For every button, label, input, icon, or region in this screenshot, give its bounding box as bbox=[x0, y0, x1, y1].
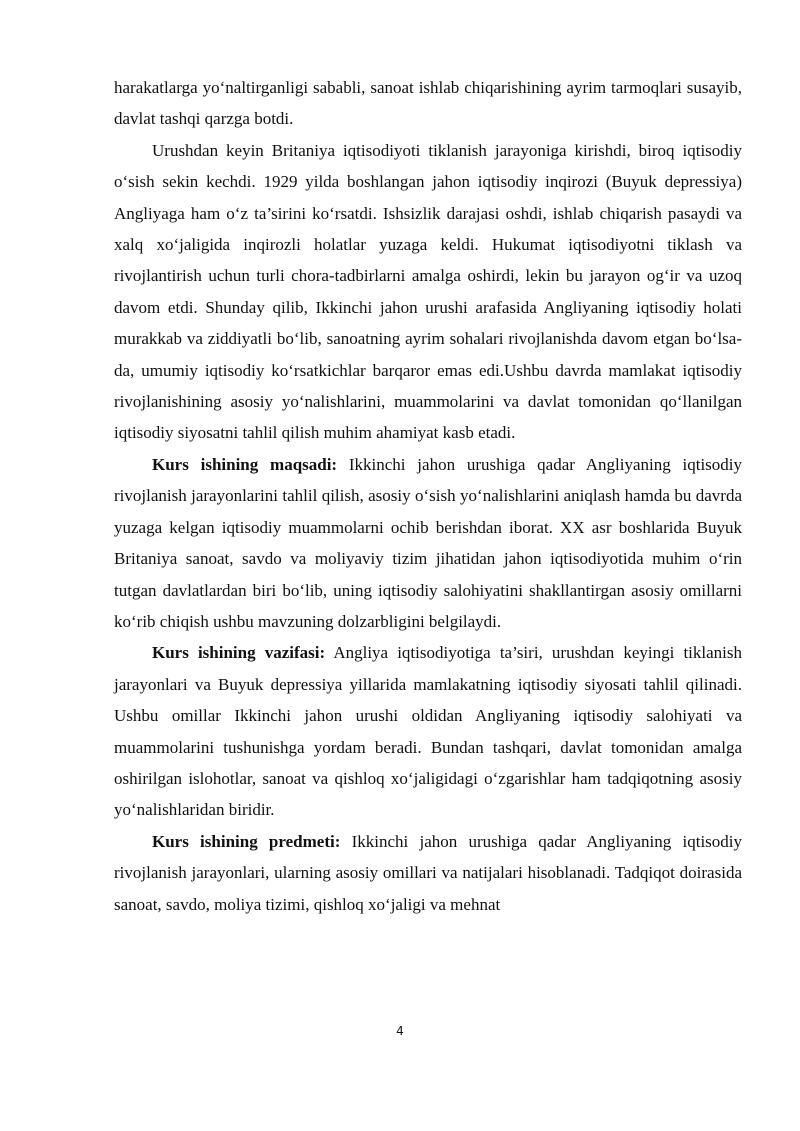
paragraph-course-subject bbox=[114, 826, 742, 920]
paragraph-lead: Kurs ishining vazifasi: bbox=[152, 643, 326, 663]
paragraph-continuation bbox=[114, 72, 742, 135]
paragraph-text: harakatlarga yo‘naltirganligi sababli, sanoat ishlab chiqarishining ayrim tarmoqlari susayib, davlat tashqi qarzga botdi. bbox=[114, 78, 742, 129]
paragraph-lead: Kurs ishining maqsadi: bbox=[152, 454, 338, 474]
paragraph-text: Angliya iqtisodiyotiga ta’siri, urushdan keyingi tiklanish jarayonlari va Buyuk depressiya yillarida mamlakatning iqtisodiy siyosati tahlil qilinadi. Ushbu omillar Ikkinchi jahon urushi oldidan Angliyaning iqtisodiy salohiyati va muammolarini tushunishga yordam beradi. Bundan tashqari, davlat tomonidan amalga oshirilgan islohotlar, sanoat va qishloq xo‘jaligidagi o‘zgarishlar ham tadqiqotning asosiy yo‘nalishlaridan biridir. bbox=[114, 643, 742, 820]
paragraph-text: Urushdan keyin Britaniya iqtisodiyoti tiklanish jarayoniga kirishdi, biroq iqtisodiy o‘sish sekin kechdi. 1929 yilda boshlangan jahon iqtisodiy inqirozi (Buyuk depressiya) Angliyaga ham o‘z ta’sirini ko‘rsatdi. Ishsizlik darajasi oshdi, ishlab chiqarish pasaydi va xalq xo‘jaligida inqirozli holatlar yuzaga keldi. Hukumat iqtisodiyotni tiklash va rivojlantirish uchun turli chora-tadbirlarni amalga oshirdi, lekin bu jarayon og‘ir va uzoq davom etdi. Shunday qilib, Ikkinchi jahon urushi arafasida Angliyaning iqtisodiy holati murakkab va ziddiyatli bo‘lib, sanoatning ayrim sohalari rivojlanishda davom etgan bo‘lsa-da, umumiy iqtisodiy ko‘rsatkichlar barqaror emas edi.Ushbu davrda mamlakat iqtisodiy rivojlanishining asosiy yo‘nalishlarini, muammolarini va davlat tomonidan qo‘llanilgan iqtisodiy siyosatni tahlil qilish muhim ahamiyat kasb etadi. bbox=[114, 140, 742, 443]
paragraph-text: Ikkinchi jahon urushiga qadar Angliyaning iqtisodiy rivojlanish jarayonlari, ularning asosiy omillari va natijalari hisoblanadi. Tadqiqot doirasida sanoat, savdo, moliya tizimi, qishloq xo‘jaligi va mehnat bbox=[114, 831, 743, 914]
body-text bbox=[114, 72, 742, 920]
paragraph-lead: Kurs ishining predmeti: bbox=[152, 831, 341, 851]
paragraph-economy-after-war bbox=[114, 135, 742, 449]
page-number: 4 bbox=[396, 1024, 404, 1038]
paragraph-text: Ikkinchi jahon urushiga qadar Angliyaning iqtisodiy rivojlanish jarayonlarini tahlil qilish, asosiy o‘sish yo‘nalishlarini aniqlash hamda bu davrda yuzaga kelgan iqtisodiy muammolarni ochib berishdan iborat. XX asr boshlarida Buyuk Britaniya sanoat, savdo va moliyaviy tizim jihatidan jahon iqtisodiyotida muhim o‘rin tutgan davlatlardan biri bo‘lib, uning iqtisodiy salohiyatini shakllantirgan asosiy omillarni ko‘rib chiqish ushbu mavzuning dolzarbligini belgilaydi. bbox=[114, 454, 743, 631]
paragraph-course-goal bbox=[114, 449, 742, 637]
paragraph-course-tasks bbox=[114, 637, 742, 825]
